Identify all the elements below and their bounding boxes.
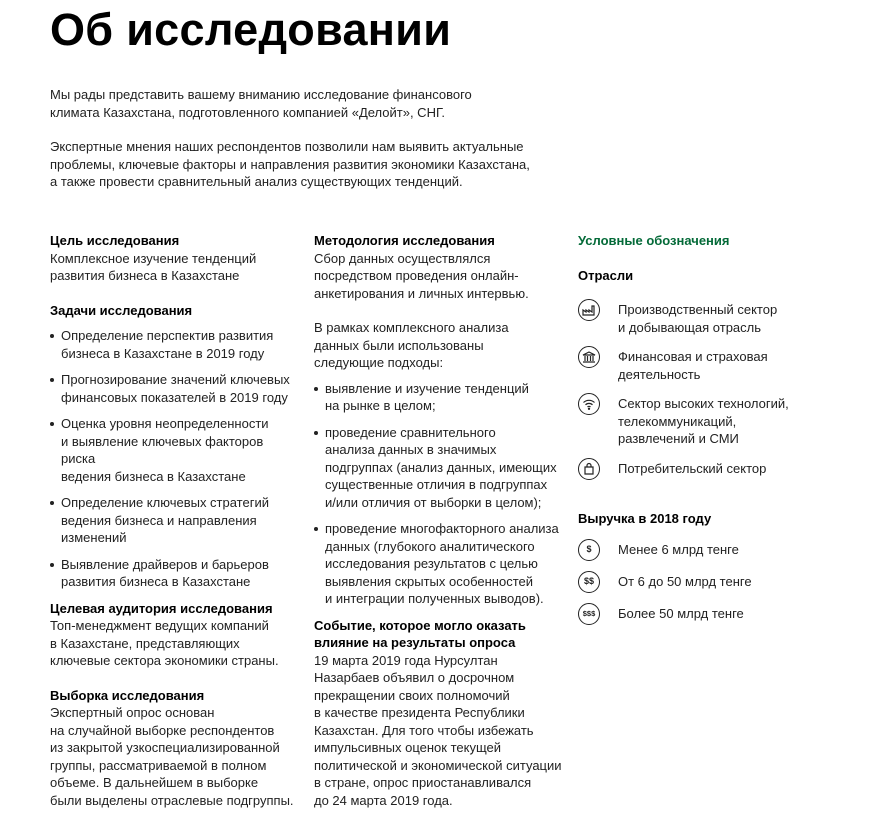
legend-label: Сектор высоких технологий, телекоммуникаций, развлечений и СМИ — [618, 396, 789, 446]
intro-paragraph: Экспертные мнения наших респондентов позволили нам выявить актуальные проблемы, ключевые факторы и направления развития экономики Казахстана, а также провести сравнительный анализ существующих тенденций. — [50, 139, 530, 189]
triple-dollar-icon: $$$ — [578, 603, 600, 625]
column-1 — [50, 232, 300, 826]
legend-heading: Условные обозначения — [578, 233, 730, 248]
list-item: Прогнозирование значений ключевых финансовых показателей в 2019 году — [50, 371, 300, 406]
list-item: проведение сравнительного анализа данных в значимых подгруппах (анализ данных, имеющих существенные отличия в подгруппах и/или отличия от выборки в целом); — [314, 424, 564, 512]
sample-text: Экспертный опрос основан на случайной выборке респондентов из закрытой узкоспециализированной группы, рассматриваемой в полном объеме. В дальнейшем в выборке были выделены отраслевые подгруппы. — [50, 705, 294, 808]
approaches-list — [314, 380, 564, 608]
legend-item — [578, 348, 828, 383]
sectors-heading: Отрасли — [578, 267, 634, 283]
legend-label: Менее 6 млрд тенге — [618, 542, 739, 557]
legend-item — [578, 605, 828, 625]
goal-text: Комплексное изучение тенденций развития бизнеса в Казахстане — [50, 250, 257, 283]
list-item: Выявление драйверов и барьеров развития бизнеса в Казахстане — [50, 556, 300, 591]
tasks-list — [50, 327, 300, 591]
approach-text: В рамках комплексного анализа данных были использованы следующие подходы: — [314, 320, 509, 370]
legend-label: Более 50 млрд тенге — [618, 606, 744, 621]
method-text: Сбор данных осуществлялся посредством проведения онлайн- анкетирования и личных интервью. — [314, 250, 529, 301]
legend-item — [578, 301, 828, 336]
list-item: Определение ключевых стратегий ведения бизнеса и направления изменений — [50, 494, 300, 547]
bank-icon — [578, 346, 600, 368]
sample-heading: Выборка исследования — [50, 687, 205, 703]
legend-label: Финансовая и страховая деятельность — [618, 349, 768, 382]
legend-label: Производственный сектор и добывающая отрасль — [618, 302, 778, 335]
list-item: выявление и изучение тенденций на рынке в целом; — [314, 380, 564, 415]
intro-paragraph: Мы рады представить вашему вниманию исследование финансового климата Казахстана, подготовленного компанией «Делойт», СНГ. — [50, 87, 472, 120]
dollar-icon: $ — [578, 539, 600, 561]
method-heading: Методология исследования — [314, 233, 495, 248]
legend-label: От 6 до 50 млрд тенге — [618, 574, 752, 589]
legend-label: Потребительский сектор — [618, 460, 767, 476]
legend-item — [578, 460, 828, 480]
revenue-heading: Выручка в 2018 году — [578, 510, 712, 526]
goal-heading: Цель исследования — [50, 233, 180, 248]
legend-item — [578, 573, 828, 593]
wifi-icon — [578, 393, 600, 415]
page-title: Об исследовании — [50, 4, 452, 55]
tasks-heading: Задачи исследования — [50, 302, 193, 318]
list-item: Оценка уровня неопределенности и выявление ключевых факторов риска ведения бизнеса в Казахстане — [50, 415, 300, 485]
list-item: проведение многофакторного анализа данных (глубокого аналитического исследования результатов с целью выявления скрытых особенностей и интеграции полученных выводов). — [314, 520, 564, 608]
legend — [578, 232, 828, 637]
factory-icon — [578, 299, 600, 321]
column-2 — [314, 232, 564, 826]
list-item: Определение перспектив развития бизнеса в Казахстане в 2019 году — [50, 327, 300, 362]
legend-item — [578, 395, 828, 448]
event-heading: Событие, которое могло оказать влияние на результаты опроса — [314, 617, 526, 650]
legend-item — [578, 541, 828, 561]
intro — [50, 86, 550, 208]
audience-heading: Целевая аудитория исследования — [50, 600, 273, 616]
shopping-bag-icon — [578, 458, 600, 480]
audience-text: Топ-менеджмент ведущих компаний в Казахстане, представляющих ключевые сектора экономики страны. — [50, 618, 279, 668]
event-text: 19 марта 2019 года Нурсултан Назарбаев объявил о досрочном прекращении своих полномочий в качестве президента Республики Казахстан. Для того чтобы избежать импульсивных оценок текущей политической и экономической ситуации в стране, опрос приостанавливался до 24 марта 2019 года. — [314, 652, 562, 808]
double-dollar-icon: $$ — [578, 571, 600, 593]
